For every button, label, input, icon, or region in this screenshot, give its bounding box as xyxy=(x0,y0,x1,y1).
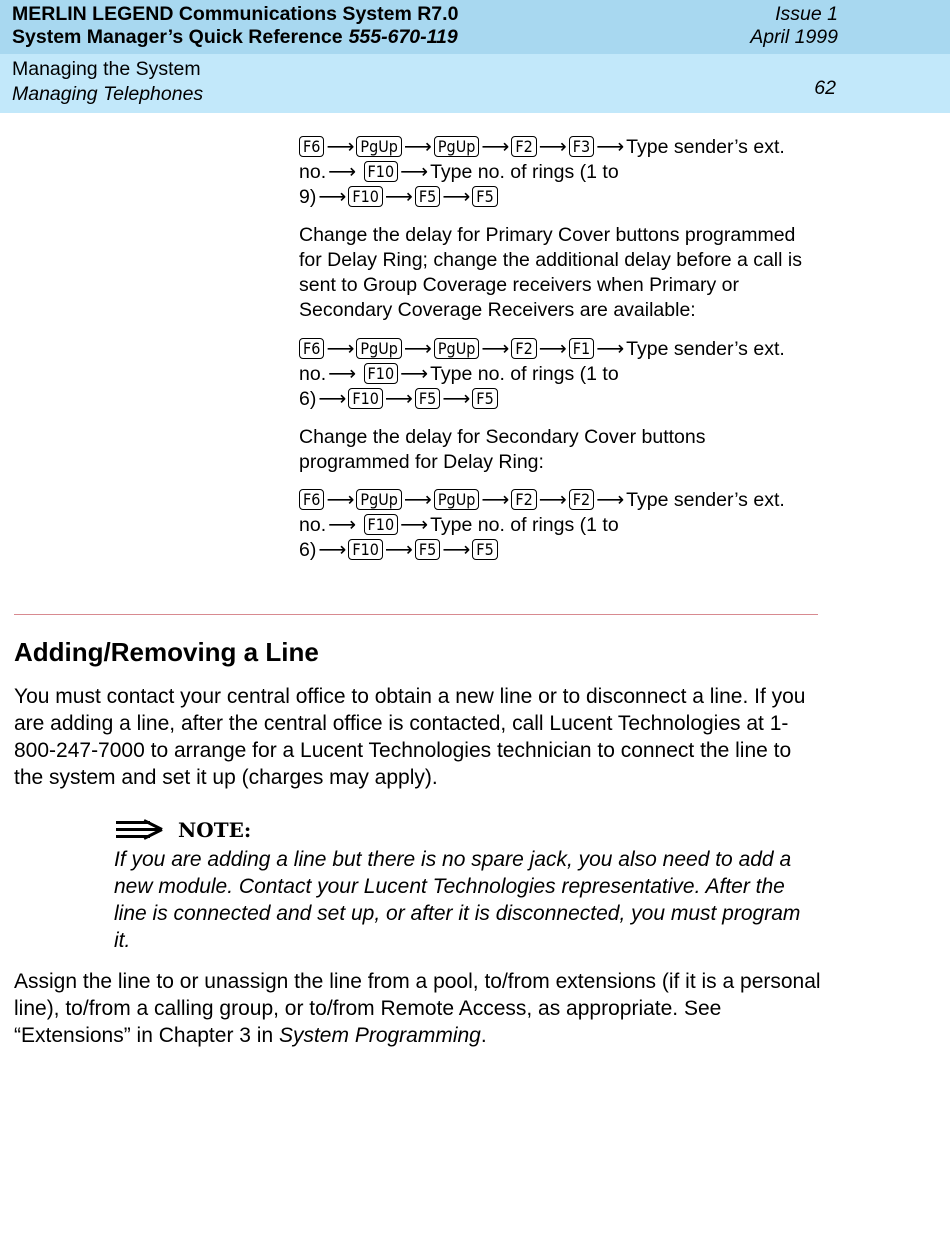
procedure-line xyxy=(299,387,819,412)
key-f6: F6 xyxy=(299,338,324,359)
procedure-line xyxy=(299,185,819,210)
issue-date: April 1999 xyxy=(750,26,838,48)
procedure-line xyxy=(299,337,819,362)
procedure-description-3: Change the delay for Secondary Cover buttons programmed for Delay Ring: xyxy=(299,426,706,473)
key-f5: F5 xyxy=(415,539,440,560)
arrow-icon: ⟶ xyxy=(442,186,471,208)
arrow-icon: ⟶ xyxy=(538,136,567,158)
issue-block xyxy=(750,3,838,49)
arrow-icon: ⟶ xyxy=(403,136,432,158)
procedure-line xyxy=(299,538,819,563)
key-f10: F10 xyxy=(364,363,399,384)
procedure-2 xyxy=(299,337,819,412)
arrow-icon: ⟶ xyxy=(400,161,429,183)
key-pgup: PgUp xyxy=(356,136,402,157)
key-f2: F2 xyxy=(511,338,536,359)
arrow-icon: ⟶ xyxy=(400,514,429,536)
section-name: Managing the System xyxy=(12,58,201,80)
arrow-icon: ⟶ xyxy=(384,186,413,208)
procedure-text: Type no. of rings (1 to xyxy=(430,161,619,183)
key-f1: F1 xyxy=(569,338,594,359)
arrow-icon: ⟶ xyxy=(328,363,357,385)
note-header xyxy=(116,818,251,842)
procedure-text: no. xyxy=(299,363,327,385)
arrow-icon: ⟶ xyxy=(326,338,355,360)
procedure-text: Type sender’s ext. xyxy=(626,136,785,158)
arrow-icon: ⟶ xyxy=(384,539,413,561)
arrow-icon: ⟶ xyxy=(596,338,625,360)
key-f5: F5 xyxy=(472,186,497,207)
procedure-text: 6) xyxy=(299,388,317,410)
key-pgup: PgUp xyxy=(434,136,480,157)
section-divider xyxy=(14,614,818,615)
arrow-icon: ⟶ xyxy=(538,338,567,360)
key-f2: F2 xyxy=(569,489,594,510)
key-pgup: PgUp xyxy=(356,489,402,510)
arrow-icon: ⟶ xyxy=(442,388,471,410)
key-f2: F2 xyxy=(511,136,536,157)
key-f6: F6 xyxy=(299,136,324,157)
arrow-icon: ⟶ xyxy=(481,489,510,511)
procedure-line xyxy=(299,362,819,387)
key-f5: F5 xyxy=(472,388,497,409)
arrow-icon: ⟶ xyxy=(481,338,510,360)
title-line-1: MERLIN LEGEND Communications System R7.0 xyxy=(12,3,459,25)
title-line-2 xyxy=(12,26,458,49)
section-block xyxy=(12,57,203,107)
arrow-icon: ⟶ xyxy=(318,388,347,410)
arrow-icon: ⟶ xyxy=(596,136,625,158)
arrow-icon: ⟶ xyxy=(318,539,347,561)
arrow-icon: ⟶ xyxy=(318,186,347,208)
procedure-line xyxy=(299,160,819,185)
arrow-icon: ⟶ xyxy=(328,161,357,183)
arrow-icon: ⟶ xyxy=(442,539,471,561)
procedure-line xyxy=(299,513,819,538)
title-line-2-text: System Manager’s Quick Reference xyxy=(12,26,343,48)
arrow-icon: ⟶ xyxy=(326,489,355,511)
arrow-icon: ⟶ xyxy=(384,388,413,410)
key-f2: F2 xyxy=(511,489,536,510)
key-pgup: PgUp xyxy=(434,489,480,510)
paragraph-2-end: . xyxy=(480,1024,487,1047)
procedure-text: 9) xyxy=(299,186,317,208)
arrow-icon: ⟶ xyxy=(596,489,625,511)
key-f6: F6 xyxy=(299,489,324,510)
key-f10: F10 xyxy=(364,514,399,535)
book-title-reference: System Programming xyxy=(278,1024,481,1047)
key-f5: F5 xyxy=(472,539,497,560)
document-number: 555-670-119 xyxy=(348,26,458,48)
key-f10: F10 xyxy=(348,388,383,409)
procedure-text: Type sender’s ext. xyxy=(626,338,785,360)
procedure-line xyxy=(299,488,819,513)
body-paragraph-2 xyxy=(14,968,824,1049)
procedure-text: 6) xyxy=(299,539,317,561)
arrow-icon: ⟶ xyxy=(326,136,355,158)
arrow-icon: ⟶ xyxy=(403,489,432,511)
note-pointer-icon xyxy=(116,819,164,841)
key-pgup: PgUp xyxy=(356,338,402,359)
page-number: 62 xyxy=(814,77,836,99)
procedure-text: no. xyxy=(299,161,327,183)
procedure-text: Type no. of rings (1 to xyxy=(430,363,619,385)
document-title xyxy=(12,3,458,49)
section-title: Adding/Removing a Line xyxy=(14,637,319,667)
arrow-icon: ⟶ xyxy=(403,338,432,360)
body-paragraph-1: You must contact your central office to obtain a new line or to disconnect a line. If you are adding a line, after the central office is contacted, call Lucent Technologies at 1-800-247-7000 to arrange for a Lucent Technologies technician to connect the line to the system and set it up (charges may apply). xyxy=(14,685,806,789)
arrow-icon: ⟶ xyxy=(328,514,357,536)
key-f10: F10 xyxy=(348,539,383,560)
procedure-text: no. xyxy=(299,514,327,536)
arrow-icon: ⟶ xyxy=(538,489,567,511)
procedure-text: Type sender’s ext. xyxy=(626,489,785,511)
note-text: If you are adding a line but there is no spare jack, you also need to add a new module. Contact your Lucent Technologies representative. After the line is connected and set up, or after it is disconnected, you must program it. xyxy=(114,848,801,952)
procedure-line xyxy=(299,135,819,160)
subsection-name: Managing Telephones xyxy=(12,83,204,105)
key-pgup: PgUp xyxy=(434,338,480,359)
key-f10: F10 xyxy=(364,161,399,182)
issue-label: Issue 1 xyxy=(775,3,838,25)
arrow-icon: ⟶ xyxy=(400,363,429,385)
paragraph-2-text: Assign the line to or unassign the line from a pool, to/from extensions (if it is a personal line), to/from a calling group, or to/from Remote Access, as appropriate. See “Extensions” in Chapter 3 in xyxy=(14,970,821,1047)
key-f5: F5 xyxy=(415,186,440,207)
key-f3: F3 xyxy=(569,136,594,157)
key-f5: F5 xyxy=(415,388,440,409)
procedure-description-2: Change the delay for Primary Cover buttons programmed for Delay Ring; change the additional delay before a call is sent to Group Coverage receivers when Primary or Secondary Coverage Receivers are available: xyxy=(299,224,802,321)
note-label: NOTE: xyxy=(178,818,252,842)
arrow-icon: ⟶ xyxy=(481,136,510,158)
key-f10: F10 xyxy=(348,186,383,207)
procedure-1 xyxy=(299,135,819,210)
procedure-3 xyxy=(299,488,819,563)
procedure-text: Type no. of rings (1 to xyxy=(430,514,619,536)
